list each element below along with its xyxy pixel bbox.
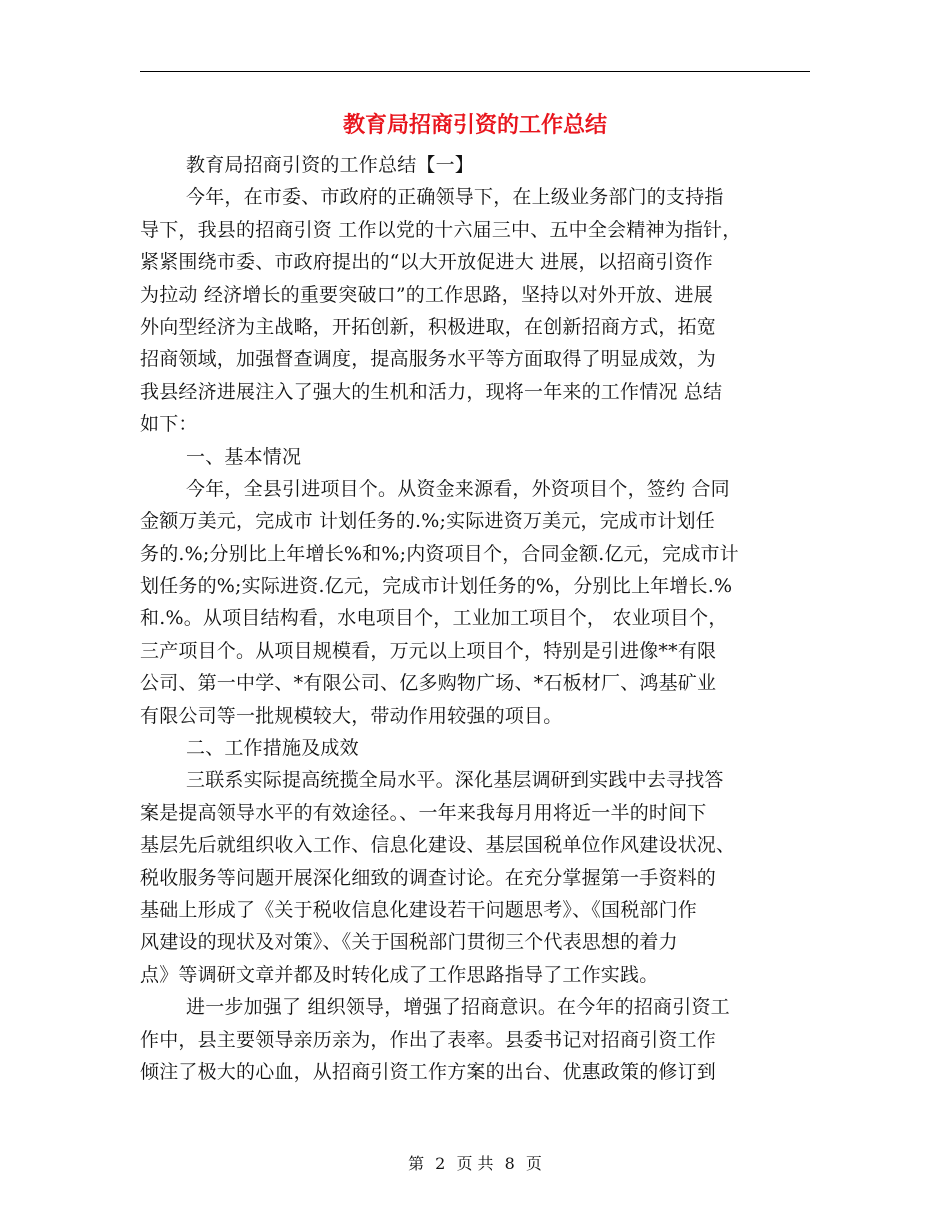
footer-page-number: 2 bbox=[435, 1154, 446, 1173]
text-line: 三产项目个。从项目规模看，万元以上项目个，特别是引进像**有限 bbox=[140, 639, 717, 662]
text-line: 基层先后就组织收入工作、信息化建设、基层国税单位作风建设状况、 bbox=[140, 834, 736, 857]
text-line: 今年，全县引进项目个。从资金来源看，外资项目个，签约 合同 bbox=[186, 477, 730, 500]
text-line: 作中，县主要领导亲历亲为，作出了表率。县委书记对招商引资工作 bbox=[140, 1028, 717, 1051]
text-line: 和.%。从项目结构看，水电项目个，工业加工项目个， 农业项目个， bbox=[140, 607, 728, 630]
text-line: 有限公司等一批规模较大，带动作用较强的项目。 bbox=[140, 704, 563, 727]
text-line: 税收服务等问题开展深化细致的调查讨论。在充分掌握第一手资料的 bbox=[140, 866, 717, 889]
text-line: 今年，在市委、市政府的正确领导下，在上级业务部门的支持指 bbox=[186, 186, 724, 209]
header-rule bbox=[140, 71, 810, 72]
text-line: 教育局招商引资的工作总结【一】 bbox=[186, 154, 475, 176]
text-line: 三联系实际提高统揽全局水平。深化基层调研到实践中去寻找答 bbox=[186, 769, 724, 792]
text-line: 公司、第一中学、*有限公司、亿多购物广场、*石板材厂、鸿基矿业 bbox=[140, 672, 717, 695]
document-title: 教育局招商引资的工作总结 bbox=[342, 112, 607, 138]
text-line: 金额万美元，完成市 计划任务的.%;实际进资万美元，完成市计划任 bbox=[140, 510, 715, 533]
text-line: 倾注了极大的心血，从招商引资工作方案的出台、优惠政策的修订到 bbox=[140, 1060, 717, 1083]
text-line: 案是提高领导水平的有效途径。、一年来我每月用将近一半的时间下 bbox=[140, 801, 707, 824]
document-body bbox=[140, 149, 812, 1088]
footer-total-pages: 8 bbox=[504, 1154, 515, 1173]
text-line: 进一步加强了 组织领导，增强了招商意识。在今年的招商引资工 bbox=[186, 996, 730, 1019]
text-line: 点》等调研文章并都及时转化成了工作思路指导了工作实践。 bbox=[140, 963, 659, 986]
text-line: 二、工作措施及成效 bbox=[186, 737, 359, 760]
text-line: 我县经济进展注入了强大的生机和活力，现将一年来的工作情况 总结 bbox=[140, 380, 723, 403]
text-line: 如下： bbox=[140, 413, 198, 436]
page-footer bbox=[0, 1152, 950, 1176]
text-line: 风建设的现状及对策》、《关于国税部门贯彻三个代表思想的着力 bbox=[140, 931, 678, 954]
text-line: 基础上形成了《关于税收信息化建设若干问题思考》、《国税部门作 bbox=[140, 898, 698, 921]
text-line: 为拉动 经济增长的重要突破口”的工作思路，坚持以对外开放、进展 bbox=[140, 283, 713, 306]
text-line: 划任务的%;实际进资.亿元，完成市计划任务的%，分别比上年增长.% bbox=[140, 575, 733, 598]
text-line: 紧紧围绕市委、市政府提出的“以大开放促进大 进展，以招商引资作 bbox=[140, 251, 713, 274]
footer-middle: 页 共 bbox=[456, 1154, 494, 1173]
footer-suffix: 页 bbox=[525, 1154, 542, 1173]
text-line: 导下，我县的招商引资 工作以党的十六届三中、五中全会精神为指针， bbox=[140, 218, 742, 241]
text-line: 外向型经济为主战略，开拓创新，积极进取，在创新招商方式，拓宽 bbox=[140, 315, 717, 338]
text-line: 招商领域，加强督查调度，提高服务水平等方面取得了明显成效，为 bbox=[140, 348, 717, 371]
text-line: 一、基本情况 bbox=[186, 445, 302, 468]
text-line: 务的.%;分别比上年增长%和%;内资项目个，合同金额.亿元，完成市计 bbox=[140, 542, 739, 565]
footer-prefix: 第 bbox=[408, 1154, 425, 1173]
